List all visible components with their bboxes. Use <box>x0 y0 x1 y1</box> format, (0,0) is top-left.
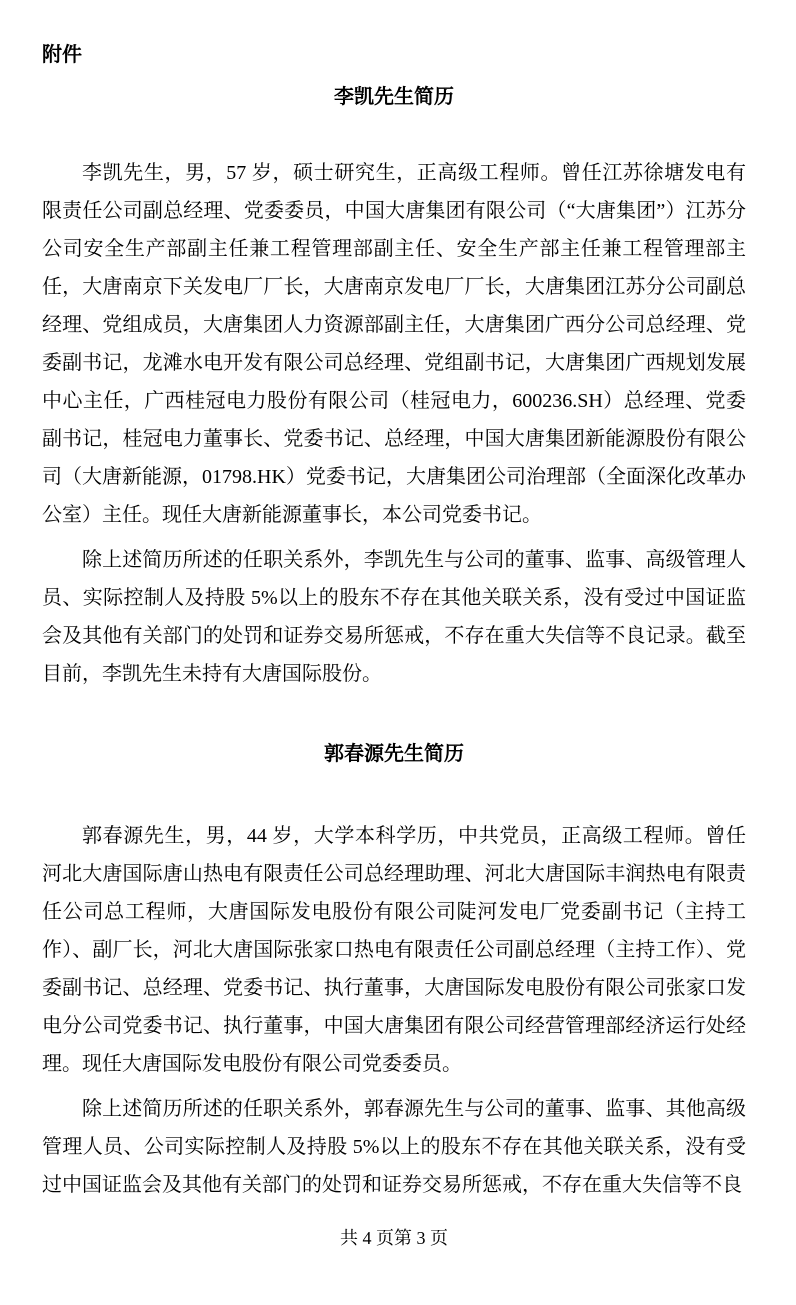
page-number: 共 4 页第 3 页 <box>340 1228 448 1248</box>
document-body <box>42 0 746 1204</box>
resume-guo-chunyuan-disclosure-paragraph: 除上述简历所述的任职关系外，郭春源先生与公司的董事、监事、其他高级管理人员、公司实际控制人及持股 5%以上的股东不存在其他关联关系，没有受过中国证监会及其他有关部门的处罚和证券交易所惩戒，不存在重大失信等不良 <box>42 1098 746 1196</box>
resume-guo-chunyuan-bio-paragraph: 郭春源先生，男，44 岁，大学本科学历，中共党员，正高级工程师。曾任河北大唐国际唐山热电有限责任公司总经理助理、河北大唐国际丰润热电有限责任公司总工程师，大唐国际发电股份有限公司陡河发电厂党委副书记（主持工作）、副厂长，河北大唐国际张家口热电有限责任公司副总经理（主持工作）、党委副书记、总经理、党委书记、执行董事，大唐国际发电股份有限公司张家口发电分公司党委书记、执行董事，中国大唐集团有限公司经营管理部经济运行处经理。现任大唐国际发电股份有限公司党委委员。 <box>42 825 746 1075</box>
resume-title-guo-chunyuan: 郭春源先生简历 <box>324 743 464 765</box>
resume-li-kai-disclosure-paragraph: 除上述简历所述的任职关系外，李凯先生与公司的董事、监事、高级管理人员、实际控制人及持股 5%以上的股东不存在其他关联关系，没有受过中国证监会及其他有关部门的处罚和证券交易所惩戒，不存在重大失信等不良记录。截至目前，李凯先生未持有大唐国际股份。 <box>42 549 746 685</box>
resume-li-kai-bio-paragraph: 李凯先生，男，57 岁，硕士研究生，正高级工程师。曾任江苏徐塘发电有限责任公司副总经理、党委委员，中国大唐集团有限公司（“大唐集团”）江苏分公司安全生产部副主任兼工程管理部副主任、安全生产部主任兼工程管理部主任，大唐南京下关发电厂厂长，大唐南京发电厂厂长，大唐集团江苏分公司副总经理、党组成员，大唐集团人力资源部副主任，大唐集团广西分公司总经理、党委副书记，龙滩水电开发有限公司总经理、党组副书记，大唐集团广西规划发展中心主任，广西桂冠电力股份有限公司（桂冠电力，600236.SH）总经理、党委副书记，桂冠电力董事长、党委书记、总经理，中国大唐集团新能源股份有限公司（大唐新能源，01798.HK）党委书记，大唐集团公司治理部（全面深化改革办公室）主任。现任大唐新能源董事长，本公司党委书记。 <box>42 162 746 526</box>
resume-title-li-kai: 李凯先生简历 <box>334 86 454 108</box>
attachment-label: 附件 <box>42 44 82 66</box>
